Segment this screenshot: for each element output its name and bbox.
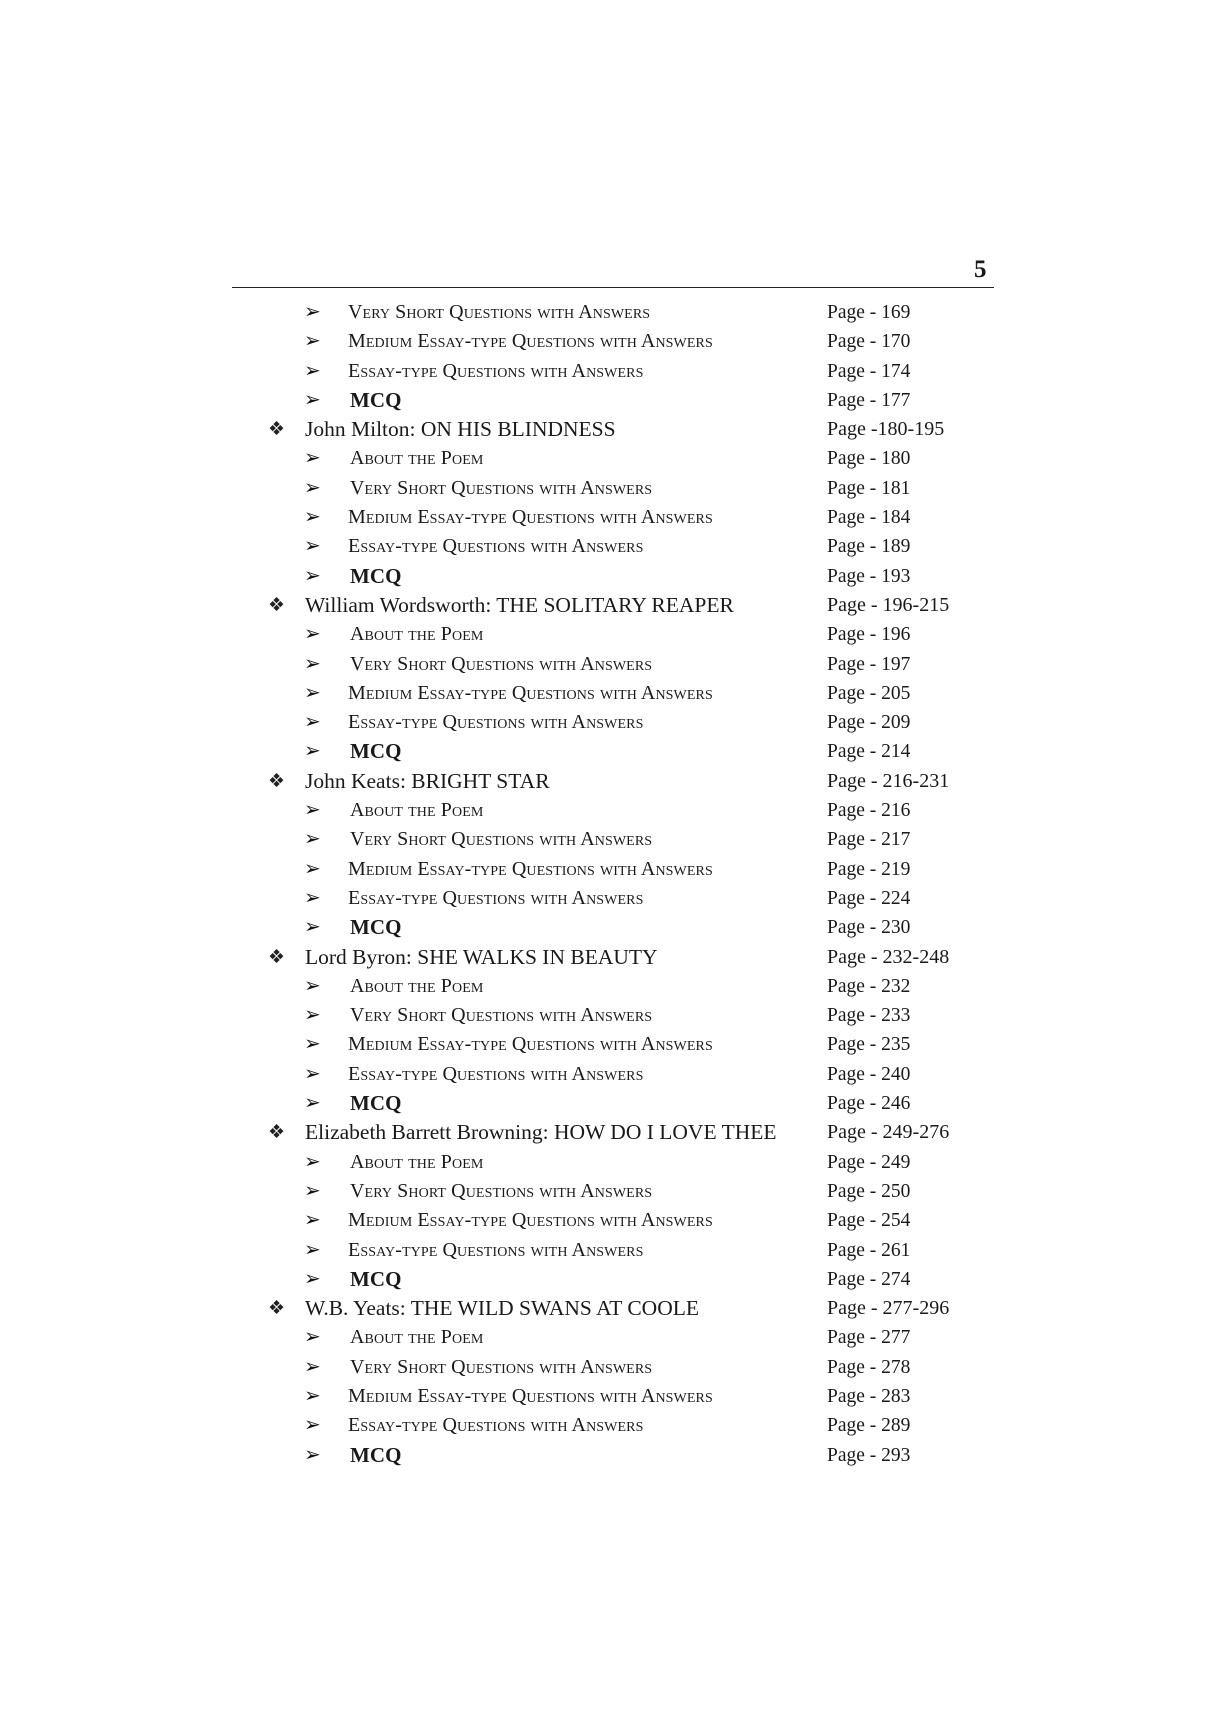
toc-item[interactable] — [0, 855, 1214, 884]
page-ref: Page - 277 — [827, 1327, 911, 1349]
toc-item[interactable] — [0, 357, 1214, 386]
page-ref: Page - 224 — [827, 887, 911, 909]
item-label: Essay-type Questions with Answers — [348, 711, 644, 734]
arrowhead-bullet-icon: ➢ — [304, 476, 321, 499]
item-label: About the Poem — [350, 1326, 484, 1349]
page-ref: Page - 174 — [827, 360, 911, 382]
page-ref: Page - 209 — [827, 712, 911, 734]
toc-item[interactable] — [0, 532, 1214, 561]
item-label: Very Short Questions with Answers — [350, 1179, 653, 1202]
arrowhead-bullet-icon: ➢ — [304, 301, 321, 323]
mcq-label: MCQ — [350, 739, 402, 764]
page-ref: Page - 293 — [827, 1444, 911, 1466]
mcq-label: MCQ — [350, 563, 402, 588]
toc-item[interactable] — [0, 1441, 1214, 1470]
item-label: About the Poem — [350, 623, 484, 646]
mcq-label: MCQ — [350, 1091, 402, 1116]
arrowhead-bullet-icon: ➢ — [304, 1326, 321, 1349]
arrowhead-bullet-icon: ➢ — [304, 1414, 321, 1437]
toc-item[interactable] — [0, 503, 1214, 532]
arrowhead-bullet-icon: ➢ — [304, 1238, 321, 1261]
toc-item[interactable] — [0, 1323, 1214, 1352]
toc-item[interactable] — [0, 444, 1214, 473]
item-label: Very Short Questions with Answers — [350, 1004, 653, 1027]
toc-item[interactable] — [0, 1382, 1214, 1411]
toc-item[interactable] — [0, 972, 1214, 1001]
toc-item[interactable] — [0, 1353, 1214, 1382]
toc-item[interactable] — [0, 913, 1214, 942]
toc-item[interactable] — [0, 327, 1214, 356]
four-diamond-bullet-icon: ❖ — [268, 770, 286, 792]
page-ref: Page - 181 — [827, 477, 911, 499]
toc-poem-entry[interactable] — [0, 415, 1214, 444]
page-ref: Page - 184 — [827, 507, 911, 529]
page-ref: Page - 240 — [827, 1063, 911, 1085]
item-label: About the Poem — [350, 1150, 484, 1173]
page-ref: Page - 193 — [827, 565, 911, 587]
arrowhead-bullet-icon: ➢ — [304, 1179, 321, 1202]
arrowhead-bullet-icon: ➢ — [304, 1384, 321, 1407]
item-label: Essay-type Questions with Answers — [348, 359, 644, 382]
item-label: About the Poem — [350, 447, 484, 470]
page-range: Page - 249-276 — [827, 1121, 950, 1144]
toc-item[interactable] — [0, 620, 1214, 649]
arrowhead-bullet-icon: ➢ — [304, 623, 321, 646]
item-label: Medium Essay-type Questions with Answers — [348, 1033, 713, 1056]
poem-title: William Wordsworth: THE SOLITARY REAPER — [305, 592, 734, 617]
arrowhead-bullet-icon: ➢ — [304, 799, 321, 822]
page-ref: Page - 217 — [827, 829, 911, 851]
toc-item[interactable] — [0, 562, 1214, 591]
page-ref: Page - 230 — [827, 917, 911, 939]
page-ref: Page - 232 — [827, 975, 911, 997]
arrowhead-bullet-icon: ➢ — [304, 974, 321, 997]
toc-item[interactable] — [0, 1265, 1214, 1294]
page-ref: Page - 169 — [827, 302, 911, 323]
item-label: About the Poem — [350, 799, 484, 822]
page-ref: Page - 254 — [827, 1210, 911, 1232]
item-label: Essay-type Questions with Answers — [348, 1062, 644, 1085]
page-range: Page - 216-231 — [827, 769, 950, 792]
toc-item[interactable] — [0, 1206, 1214, 1235]
poem-title: John Keats: BRIGHT STAR — [305, 768, 550, 793]
mcq-label: MCQ — [350, 387, 402, 412]
page-range: Page - 277-296 — [827, 1297, 950, 1320]
page-ref: Page - 249 — [827, 1151, 911, 1173]
toc-item[interactable] — [0, 708, 1214, 737]
page-ref: Page - 289 — [827, 1415, 911, 1437]
four-diamond-bullet-icon: ❖ — [268, 1122, 286, 1144]
page-ref: Page - 235 — [827, 1034, 911, 1056]
arrowhead-bullet-icon: ➢ — [304, 740, 321, 763]
arrowhead-bullet-icon: ➢ — [304, 1267, 321, 1290]
arrowhead-bullet-icon: ➢ — [304, 1355, 321, 1378]
item-label: Medium Essay-type Questions with Answers — [348, 1384, 713, 1407]
arrowhead-bullet-icon: ➢ — [304, 1209, 321, 1232]
arrowhead-bullet-icon: ➢ — [304, 681, 321, 704]
page-number: 5 — [974, 256, 987, 283]
toc-poem-entry[interactable] — [0, 1294, 1214, 1323]
item-label: About the Poem — [350, 974, 484, 997]
arrowhead-bullet-icon: ➢ — [304, 916, 321, 939]
arrowhead-bullet-icon: ➢ — [304, 1033, 321, 1056]
page-ref: Page - 233 — [827, 1005, 911, 1027]
arrowhead-bullet-icon: ➢ — [304, 1062, 321, 1085]
toc-item[interactable] — [0, 1177, 1214, 1206]
four-diamond-bullet-icon: ❖ — [268, 594, 286, 616]
page-ref: Page - 177 — [827, 389, 911, 411]
item-label: Medium Essay-type Questions with Answers — [348, 1209, 713, 1232]
page-range: Page - 232-248 — [827, 945, 950, 968]
poem-title: John Milton: ON HIS BLINDNESS — [305, 417, 616, 442]
arrowhead-bullet-icon: ➢ — [304, 535, 321, 558]
page-ref: Page - 197 — [827, 653, 911, 675]
arrowhead-bullet-icon: ➢ — [304, 828, 321, 851]
page-ref: Page - 283 — [827, 1385, 911, 1407]
item-label: Essay-type Questions with Answers — [348, 535, 644, 558]
arrowhead-bullet-icon: ➢ — [304, 1150, 321, 1173]
toc-item[interactable] — [0, 737, 1214, 766]
item-label: Medium Essay-type Questions with Answers — [348, 506, 713, 529]
page-range: Page - 196-215 — [827, 593, 950, 616]
toc-poem-entry[interactable] — [0, 943, 1214, 972]
four-diamond-bullet-icon: ❖ — [268, 1298, 286, 1320]
item-label: Essay-type Questions with Answers — [348, 1414, 644, 1437]
item-label: Medium Essay-type Questions with Answers — [348, 857, 713, 880]
toc-poem-entry[interactable] — [0, 591, 1214, 620]
item-label: Very Short Questions with Answers — [350, 476, 653, 499]
arrowhead-bullet-icon: ➢ — [304, 857, 321, 880]
item-label: Essay-type Questions with Answers — [348, 1238, 644, 1261]
table-of-contents — [0, 298, 1214, 1470]
mcq-label: MCQ — [350, 1442, 402, 1467]
arrowhead-bullet-icon: ➢ — [304, 1092, 321, 1115]
item-label: Essay-type Questions with Answers — [348, 886, 644, 909]
page-ref: Page - 189 — [827, 536, 911, 558]
item-label: Very Short Questions with Answers — [350, 652, 653, 675]
poem-title: Lord Byron: SHE WALKS IN BEAUTY — [305, 944, 658, 969]
page-ref: Page - 274 — [827, 1268, 911, 1290]
page-range: Page -180-195 — [827, 418, 945, 441]
header-rule — [232, 287, 994, 288]
page-ref: Page - 261 — [827, 1239, 911, 1261]
arrowhead-bullet-icon: ➢ — [304, 564, 321, 587]
mcq-label: MCQ — [350, 915, 402, 940]
toc-item[interactable] — [0, 298, 1214, 327]
page-ref: Page - 216 — [827, 800, 911, 822]
mcq-label: MCQ — [350, 1266, 402, 1291]
four-diamond-bullet-icon: ❖ — [268, 946, 286, 968]
page-ref: Page - 180 — [827, 448, 911, 470]
toc-item[interactable] — [0, 650, 1214, 679]
page-ref: Page - 170 — [827, 331, 911, 353]
item-label: Medium Essay-type Questions with Answers — [348, 681, 713, 704]
page-ref: Page - 214 — [827, 741, 911, 763]
page-ref: Page - 250 — [827, 1180, 911, 1202]
item-label: Very Short Questions with Answers — [350, 828, 653, 851]
toc-item[interactable] — [0, 1001, 1214, 1030]
toc-poem-entry[interactable] — [0, 1118, 1214, 1147]
arrowhead-bullet-icon: ➢ — [304, 506, 321, 529]
toc-item[interactable] — [0, 1236, 1214, 1265]
arrowhead-bullet-icon: ➢ — [304, 1004, 321, 1027]
arrowhead-bullet-icon: ➢ — [304, 330, 321, 353]
arrowhead-bullet-icon: ➢ — [304, 359, 321, 382]
toc-item[interactable] — [0, 825, 1214, 854]
arrowhead-bullet-icon: ➢ — [304, 388, 321, 411]
toc-item[interactable] — [0, 1060, 1214, 1089]
poem-title: Elizabeth Barrett Browning: HOW DO I LOVE THEE — [305, 1120, 777, 1145]
arrowhead-bullet-icon: ➢ — [304, 711, 321, 734]
toc-item[interactable] — [0, 796, 1214, 825]
toc-item[interactable] — [0, 1030, 1214, 1059]
four-diamond-bullet-icon: ❖ — [268, 419, 286, 441]
page-ref: Page - 246 — [827, 1093, 911, 1115]
toc-item[interactable] — [0, 386, 1214, 415]
arrowhead-bullet-icon: ➢ — [304, 1443, 321, 1466]
page-ref: Page - 219 — [827, 858, 911, 880]
poem-title: W.B. Yeats: THE WILD SWANS AT COOLE — [305, 1296, 700, 1321]
toc-poem-entry[interactable] — [0, 767, 1214, 796]
arrowhead-bullet-icon: ➢ — [304, 886, 321, 909]
toc-item[interactable] — [0, 1411, 1214, 1440]
arrowhead-bullet-icon: ➢ — [304, 652, 321, 675]
page-ref: Page - 196 — [827, 624, 911, 646]
toc-item[interactable] — [0, 1148, 1214, 1177]
item-label: Medium Essay-type Questions with Answers — [348, 330, 713, 353]
arrowhead-bullet-icon: ➢ — [304, 447, 321, 470]
toc-item[interactable] — [0, 474, 1214, 503]
toc-item[interactable] — [0, 1089, 1214, 1118]
toc-item[interactable] — [0, 884, 1214, 913]
item-label: Very Short Questions with Answers — [350, 1355, 653, 1378]
page-ref: Page - 278 — [827, 1356, 911, 1378]
toc-item[interactable] — [0, 679, 1214, 708]
page-ref: Page - 205 — [827, 682, 911, 704]
item-label: Very Short Questions with Answers — [348, 301, 651, 323]
